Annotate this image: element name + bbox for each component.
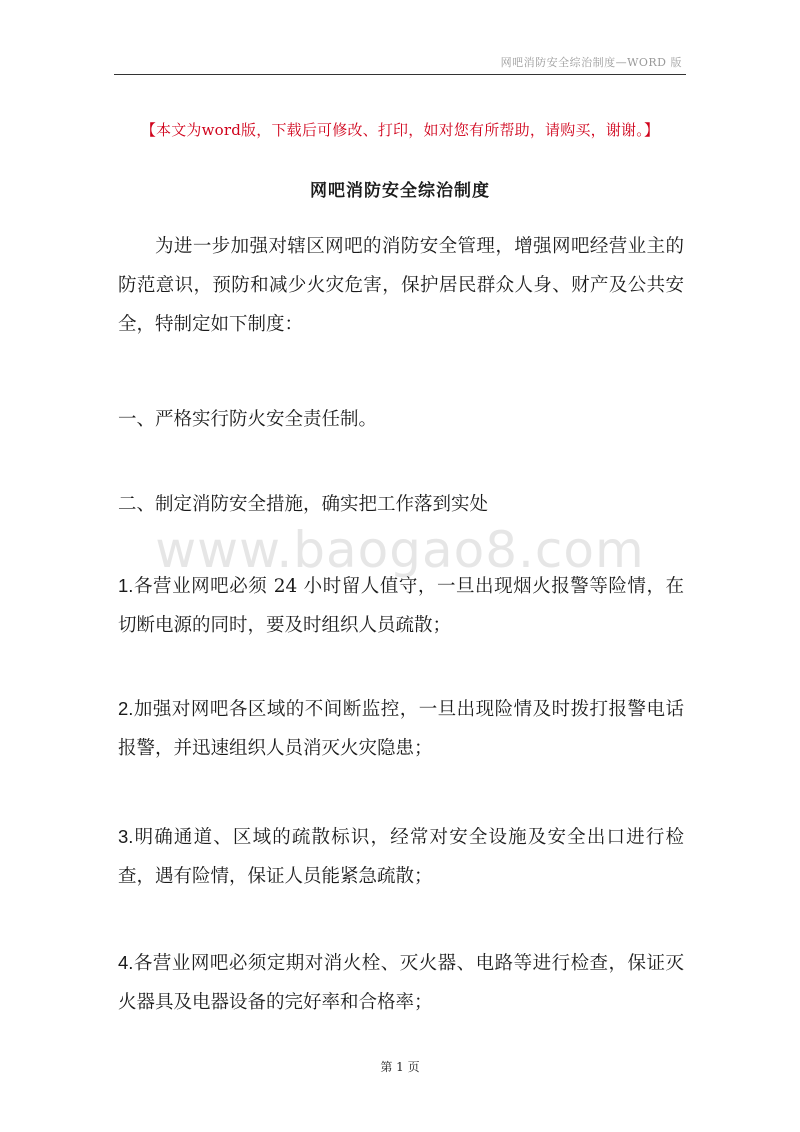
measure-text: 各营业网吧必须 24 小时留人值守，一旦出现烟火报警等险情，在切断电源的同时，要及时组织人员疏散； [118,576,684,636]
measure-number: 3. [118,826,134,847]
purchase-notice: 【本文为word版，下载后可修改、打印，如对您有所帮助，请购买，谢谢。】 [140,121,660,139]
measure-item-2 [118,689,684,768]
page-number: 第 1 页 [380,1060,420,1074]
measure-text: 各营业网吧必须定期对消火栓、灭火器、电路等进行检查，保证灭火器具及电器设备的完好率和合格率； [118,953,684,1013]
measure-number: 4. [118,952,134,973]
measure-number: 1. [118,575,134,596]
section-item-1: 一、严格实行防火安全责任制。 [118,409,378,430]
measure-number: 2. [118,698,134,719]
header-rule [114,74,686,75]
running-header: 网吧消防安全综治制度—WORD 版 [500,56,682,69]
section-item-2: 二、制定消防安全措施，确实把工作落到实处 [118,494,489,515]
measure-item-4 [118,943,684,1022]
document-title: 网吧消防安全综治制度 [310,181,490,201]
measure-item-3 [118,817,684,896]
watermark: www.baogao8.com [155,521,645,579]
measure-text: 明确通道、区域的疏散标识，经常对安全设施及安全出口进行检查，遇有险情，保证人员能紧急疏散； [118,827,684,887]
measure-item-1 [118,566,684,645]
intro-paragraph: 为进一步加强对辖区网吧的消防安全管理，增强网吧经营业主的防范意识，预防和减少火灾危害，保护居民群众人身、财产及公共安全，特制定如下制度： [118,236,684,335]
measure-text: 加强对网吧各区域的不间断监控，一旦出现险情及时拨打报警电话报警，并迅速组织人员消灭火灾隐患； [118,699,684,759]
